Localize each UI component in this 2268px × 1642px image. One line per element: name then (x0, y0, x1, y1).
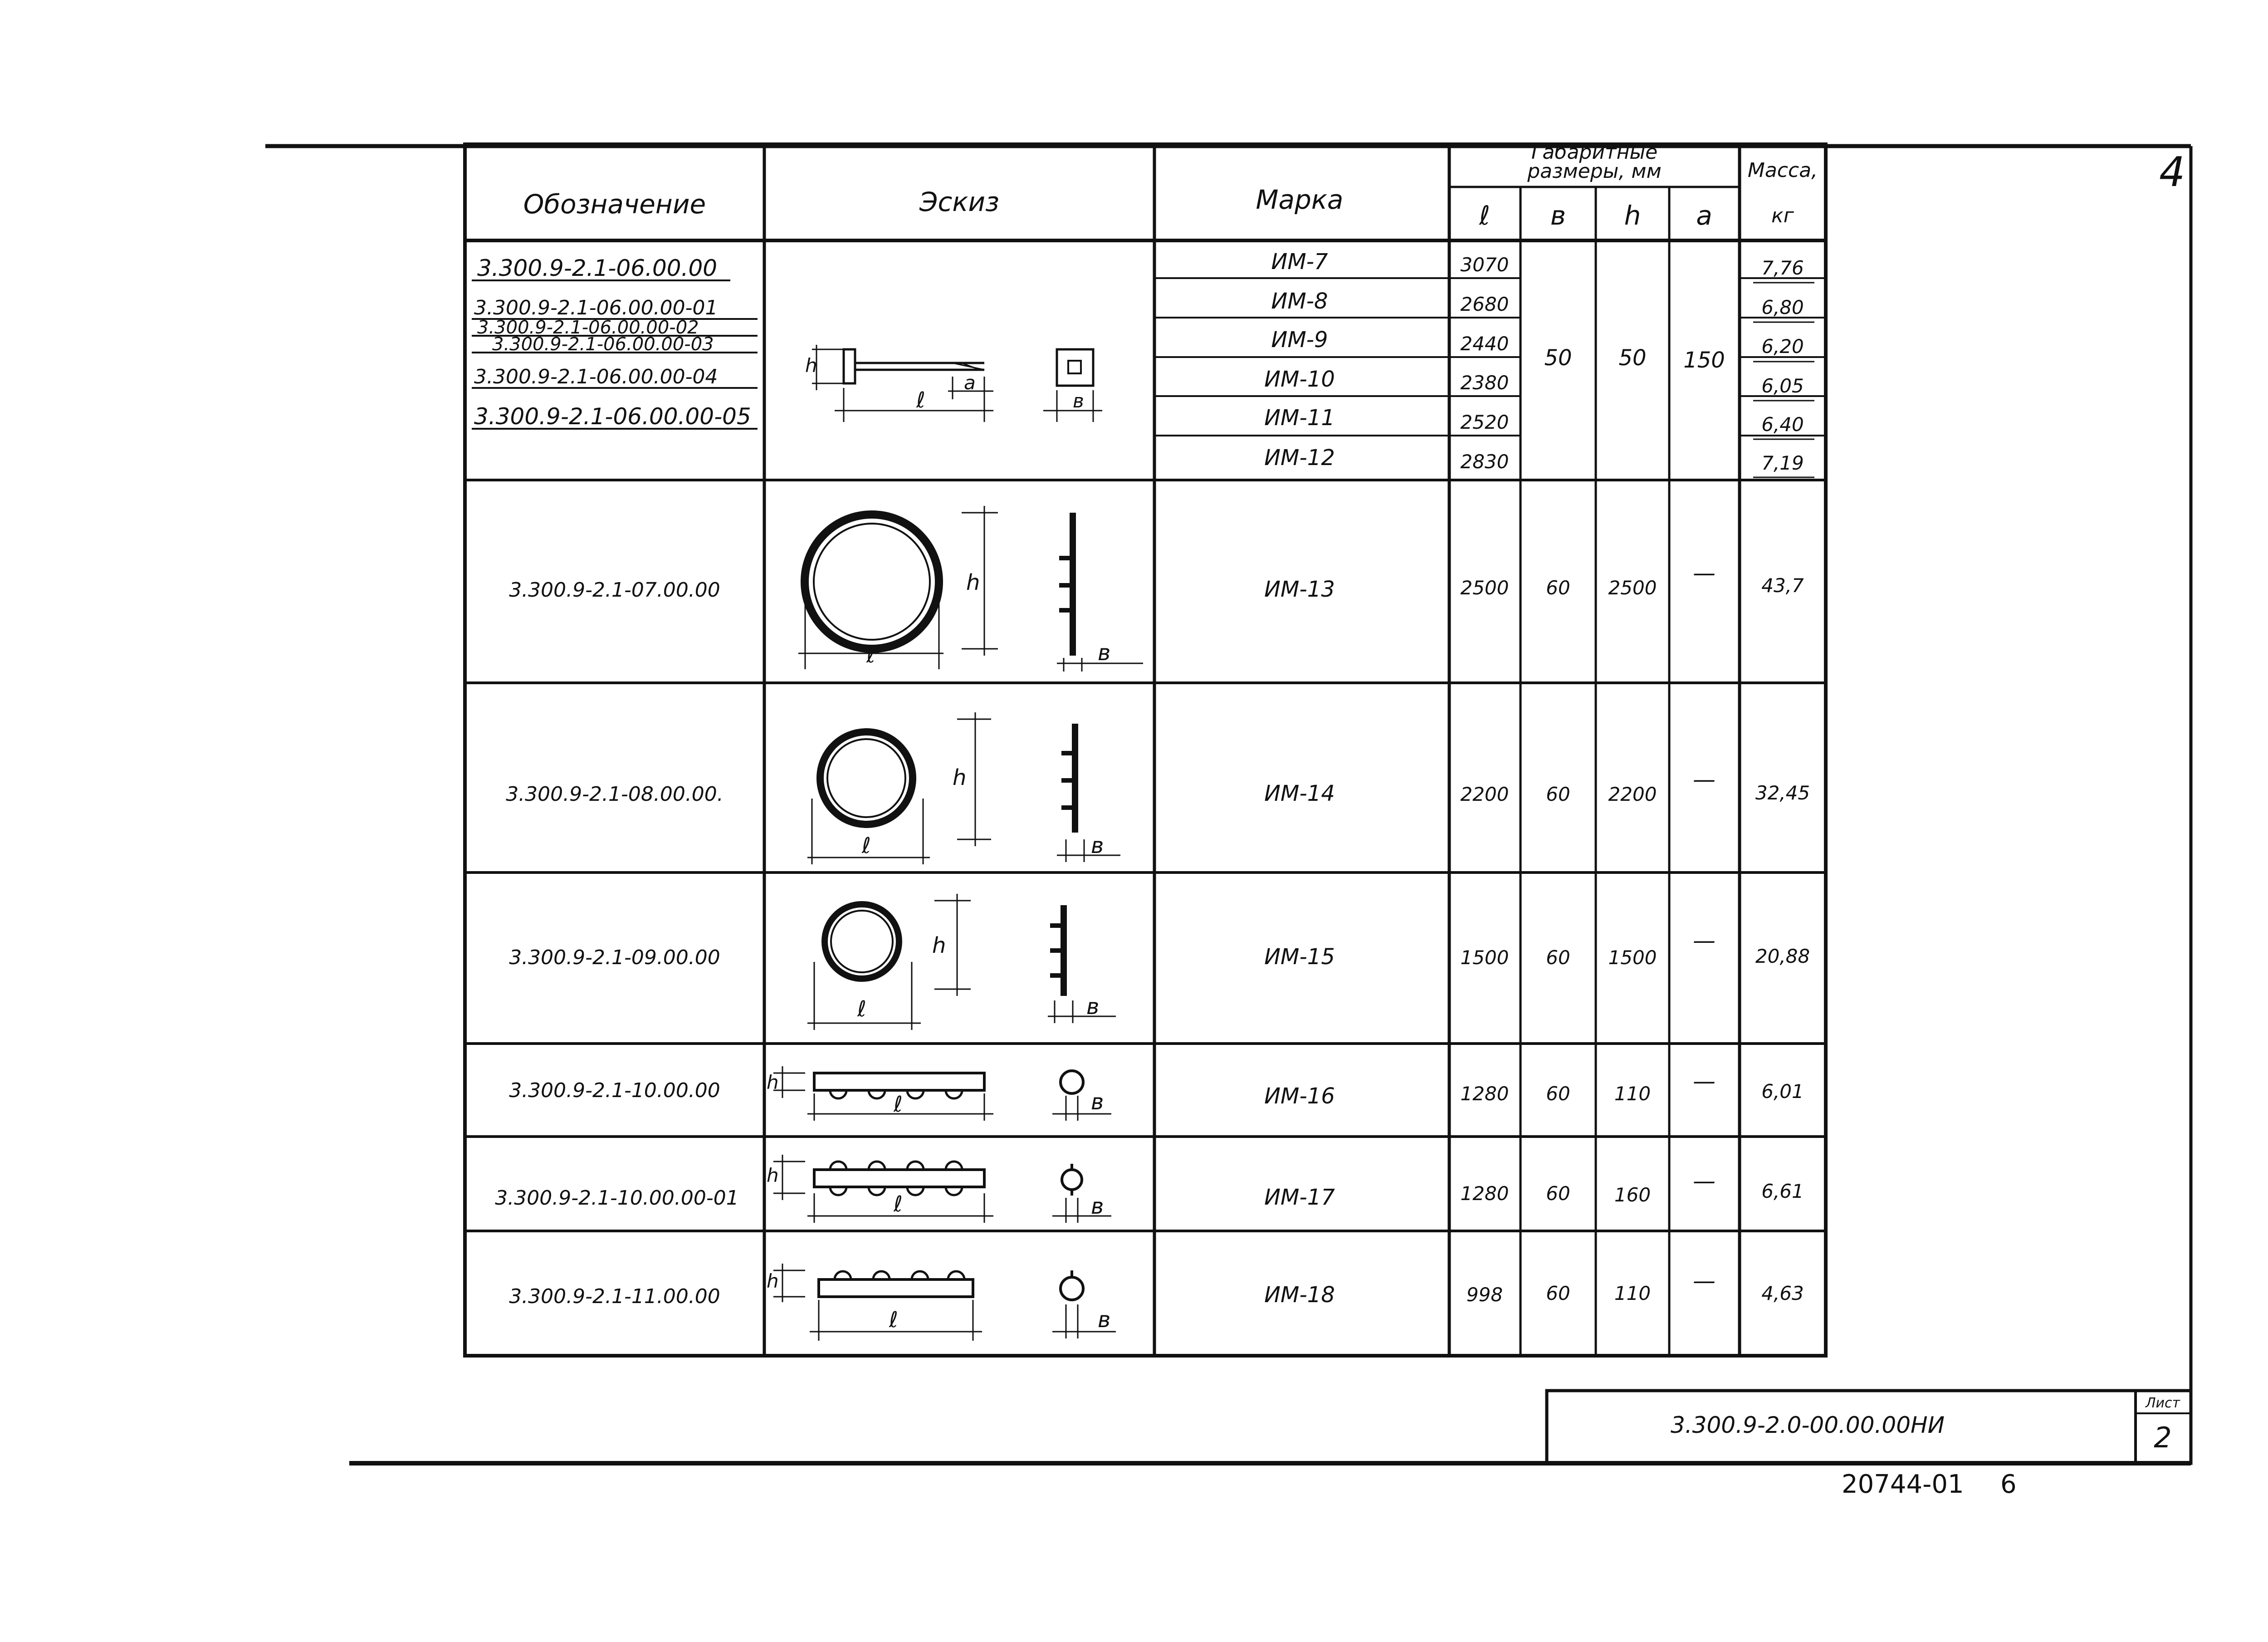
table-row (509, 927, 1810, 970)
header-designation: Обозначение (523, 189, 706, 220)
group1-mark: ИМ-8 (1271, 289, 1328, 314)
sketch-bar-17 (773, 1155, 1111, 1223)
group1-mark: ИМ-11 (1264, 405, 1335, 431)
group1-l: 2680 (1460, 293, 1509, 315)
row-a: — (1693, 766, 1716, 793)
row-mass: 32,45 (1755, 782, 1810, 804)
group1-mass: 6,80 (1761, 296, 1804, 319)
sketch-bar-18-h: h (767, 1270, 779, 1292)
sketch-label-l: ℓ (916, 387, 925, 413)
header-h: h (1624, 200, 1641, 231)
header-dims-line2: размеры, мм (1527, 160, 1662, 183)
row-h: 2200 (1608, 783, 1657, 805)
row-code: 3.300.9-2.1-11.00.00 (509, 1285, 720, 1308)
sheet-number: 2 (2154, 1421, 2172, 1454)
group1-mark: ИМ-10 (1264, 367, 1335, 392)
page-mark: 4 (2159, 148, 2185, 196)
row-mark: ИМ-13 (1264, 577, 1335, 602)
row-a: — (1693, 560, 1716, 586)
sketch-ring-large-l: ℓ (866, 642, 875, 668)
sheet-label: Лист (2145, 1395, 2180, 1411)
group1-marks (1264, 249, 1335, 471)
sketch-bar-16-b: в (1091, 1089, 1104, 1115)
group1-mass: 6,40 (1761, 413, 1804, 436)
row-code: 3.300.9-2.1-10.00.00 (509, 1079, 720, 1102)
table-row (509, 560, 1804, 602)
sketch-bar-16 (773, 1066, 1111, 1121)
sketch-ring-small (807, 894, 1116, 1030)
header-dims-line1: Габаритные (1531, 141, 1658, 164)
row-mark: ИМ-14 (1264, 781, 1335, 806)
group1-mass: 6,05 (1761, 375, 1804, 397)
row-code: 3.300.9-2.1-09.00.00 (509, 946, 720, 969)
group1-l-values (1461, 254, 1509, 473)
row-mark: ИМ-16 (1264, 1083, 1335, 1109)
table-row (509, 1268, 1804, 1308)
sketch-label-b: в (1073, 390, 1084, 412)
row-h: 110 (1614, 1282, 1651, 1304)
row-code: 3.300.9-2.1-07.00.00 (509, 578, 720, 602)
row-mass: 20,88 (1755, 945, 1810, 967)
group1-b: 50 (1544, 345, 1572, 371)
sketch-ring-large-b: в (1098, 640, 1111, 666)
sketch-bar-17-l: ℓ (894, 1191, 903, 1217)
row-b: 60 (1546, 577, 1570, 599)
group1-code: 3.300.9-2.1-06.00.00-03 (492, 334, 714, 355)
sketch-label-a: a (964, 372, 976, 394)
row-b: 60 (1546, 1182, 1570, 1205)
sketch-ring-medium-l: ℓ (862, 833, 871, 858)
row-mark: ИМ-18 (1264, 1282, 1335, 1308)
group1-code: 3.300.9-2.1-06.00.00-01 (474, 296, 718, 319)
sketch-ring-small-b: в (1086, 994, 1100, 1020)
table-row (495, 1168, 1804, 1210)
group1-mass: 6,20 (1761, 335, 1804, 358)
group1-l: 3070 (1460, 254, 1509, 276)
group1-code: 3.300.9-2.1-06.00.00-02 (477, 317, 699, 338)
group1-code: 3.300.9-2.1-06.00.00-05 (474, 403, 751, 430)
table-row (506, 766, 1810, 806)
row-l: 1500 (1460, 946, 1509, 969)
group1-h: 50 (1618, 345, 1647, 371)
header-l: ℓ (1479, 200, 1490, 231)
table-row (509, 1068, 1804, 1109)
sketch-bar-18-l: ℓ (889, 1307, 898, 1333)
row-mass: 6,01 (1761, 1080, 1804, 1103)
sketch-ring-small-h: h (932, 933, 946, 958)
row-l: 998 (1466, 1284, 1503, 1306)
row-a: — (1693, 1068, 1716, 1094)
sketch-bar-17-b: в (1091, 1194, 1104, 1219)
group1-mass: 7,19 (1761, 452, 1804, 474)
row-mass: 43,7 (1761, 574, 1804, 597)
row-code: 3.300.9-2.1-08.00.00. (506, 783, 723, 806)
row-h: 110 (1614, 1083, 1651, 1105)
row-l: 2200 (1460, 783, 1509, 805)
row-h: 1500 (1608, 946, 1657, 969)
group1-codes (474, 255, 751, 430)
sketch-bar-16-l: ℓ (894, 1092, 903, 1117)
row-a: — (1693, 927, 1716, 954)
header-mass-line2: кг (1771, 204, 1794, 227)
header-a: a (1696, 200, 1712, 231)
sketch-pin (812, 345, 1102, 422)
sketch-bar-16-h: h (767, 1071, 779, 1093)
group1-mass-values (1761, 257, 1804, 474)
row-mass: 4,63 (1761, 1282, 1804, 1304)
archive-number: 20744-01 (1842, 1470, 1964, 1499)
row-h: 2500 (1608, 577, 1657, 599)
row-b: 60 (1546, 946, 1570, 969)
row-l: 1280 (1460, 1182, 1509, 1205)
header-mass-line1: Масса, (1747, 159, 1818, 182)
row-b: 60 (1546, 1282, 1570, 1304)
row-mark: ИМ-17 (1264, 1185, 1335, 1210)
group1-a: 150 (1683, 348, 1725, 373)
row-a: — (1693, 1268, 1716, 1294)
row-mass: 6,61 (1761, 1180, 1804, 1202)
sketch-bar-17-h: h (767, 1164, 779, 1186)
header-sketch: Эскиз (919, 186, 999, 217)
group1-l: 2830 (1460, 451, 1509, 473)
archive-suffix: 6 (2000, 1470, 2017, 1499)
sketch-label-h: h (805, 354, 817, 377)
stamp-code: 3.300.9-2.0-00.00.00НИ (1670, 1412, 1945, 1438)
group1-mark: ИМ-12 (1264, 445, 1335, 471)
group1-mark: ИМ-9 (1271, 327, 1328, 353)
group1-l: 2380 (1460, 372, 1509, 394)
sketch-bar-18 (773, 1264, 1116, 1341)
row-mark: ИМ-15 (1264, 944, 1335, 970)
header-mark: Марка (1256, 184, 1344, 215)
row-l: 1280 (1460, 1083, 1509, 1105)
row-h: 160 (1614, 1184, 1651, 1206)
row-b: 60 (1546, 783, 1570, 805)
header-b: в (1550, 200, 1566, 231)
group1-mark: ИМ-7 (1271, 249, 1328, 274)
row-b: 60 (1546, 1083, 1570, 1105)
row-a: — (1693, 1168, 1716, 1194)
sketch-ring-large-h: h (966, 570, 980, 595)
group1-mass: 7,76 (1761, 257, 1804, 279)
group1-l: 2440 (1460, 333, 1509, 355)
row-l: 2500 (1460, 577, 1509, 599)
sketch-ring-small-l: ℓ (857, 996, 866, 1022)
row-code: 3.300.9-2.1-10.00.00-01 (495, 1186, 739, 1210)
sketch-bar-18-b: в (1098, 1307, 1111, 1333)
sketch-ring-medium-b: в (1091, 833, 1104, 858)
group1-code: 3.300.9-2.1-06.00.00-04 (474, 365, 718, 388)
group1-l: 2520 (1460, 411, 1509, 433)
group1-code: 3.300.9-2.1-06.00.00 (477, 255, 718, 281)
sketch-ring-medium-h: h (953, 765, 967, 790)
